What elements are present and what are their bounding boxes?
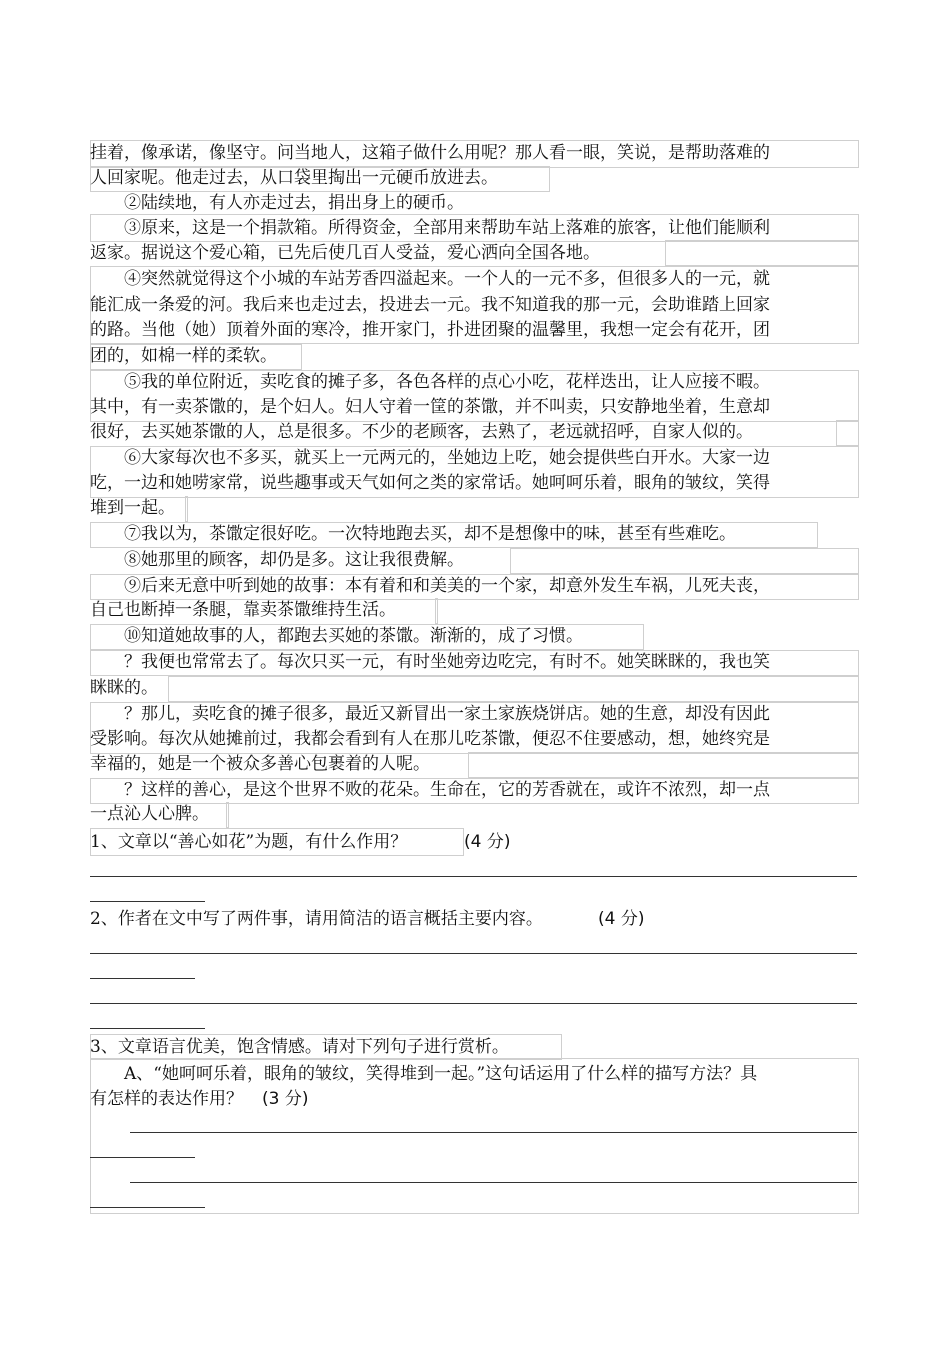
scan-box bbox=[168, 676, 859, 702]
passage-line: ？我便也常常去了。每次只买一元，有时坐她旁边吃完，有时不。她笑眯眯的，我也笑 bbox=[124, 652, 770, 672]
answer-line[interactable] bbox=[90, 978, 195, 979]
question-3a-line2: 有怎样的表达作用？ bbox=[90, 1089, 243, 1109]
answer-line[interactable] bbox=[90, 1003, 857, 1004]
passage-line: 堆到一起。 bbox=[90, 498, 175, 518]
scan-box bbox=[185, 496, 188, 522]
answer-line[interactable] bbox=[90, 1207, 205, 1208]
passage-line: 人回家呢。他走过去，从口袋里掏出一元硬币放进去。 bbox=[90, 168, 498, 188]
passage-line: 一点沁人心脾。 bbox=[90, 804, 209, 824]
question-3: 3、文章语言优美，饱含情感。请对下列句子进行赏析。 bbox=[90, 1037, 509, 1057]
passage-line: ⑤我的单位附近，卖吃食的摊子多，各色各样的点心小吃，花样迭出，让人应接不暇。 bbox=[124, 372, 770, 392]
passage-line: 其中，有一卖茶馓的，是个妇人。妇人守着一筐的茶馓，并不叫卖，只安静地坐着，生意却 bbox=[90, 397, 770, 417]
passage-line: 受影响。每次从她摊前过，我都会看到有人在那儿吃茶馓，便忍不住要感动，想，她终究是 bbox=[90, 729, 770, 749]
passage-line: ⑥大家每次也不多买，就买上一元两元的，坐她边上吃，她会提供些白开水。大家一边 bbox=[124, 448, 770, 468]
passage-line: ？这样的善心，是这个世界不败的花朵。生命在，它的芳香就在，或许不浓烈，却一点 bbox=[124, 780, 770, 800]
passage-line: 能汇成一条爱的河。我后来也走过去，投进去一元。我不知道我的那一元，会助谁踏上回家 bbox=[90, 295, 770, 315]
passage-line: ③原来，这是一个捐款箱。所得资金，全部用来帮助车站上落难的旅客，让他们能顺利 bbox=[124, 218, 770, 238]
passage-line: 眯眯的。 bbox=[90, 678, 158, 698]
answer-line[interactable] bbox=[130, 1132, 857, 1133]
passage-line: 挂着，像承诺，像坚守。问当地人，这箱子做什么用呢？那人看一眼，笑说，是帮助落难的 bbox=[90, 143, 770, 163]
answer-line[interactable] bbox=[130, 1182, 857, 1183]
passage-line: ⑨后来无意中听到她的故事：本有着和和美美的一个家，却意外发生车祸，儿死夫丧， bbox=[124, 576, 770, 596]
question-1: 1、文章以“善心如花”为题，有什么作用？ bbox=[90, 832, 408, 852]
scan-box bbox=[836, 420, 859, 446]
scan-box bbox=[510, 548, 859, 574]
passage-line: 的路。当他（她）顶着外面的寒冷，推开家门，扑进团聚的温馨里，我想一定会有花开，团 bbox=[90, 320, 770, 340]
answer-line[interactable] bbox=[90, 1157, 195, 1158]
answer-line[interactable] bbox=[90, 953, 857, 954]
question-2-score: (4 分) bbox=[598, 909, 645, 929]
scan-box bbox=[226, 802, 229, 828]
scan-box bbox=[468, 752, 859, 778]
question-3a-line1: A、“她呵呵乐着，眼角的皱纹，笑得堆到一起。”这句话运用了什么样的描写方法？具 bbox=[124, 1064, 758, 1084]
passage-line: 幸福的，她是一个被众多善心包裹着的人呢。 bbox=[90, 754, 430, 774]
passage-line: 团的，如棉一样的柔软。 bbox=[90, 346, 277, 366]
passage-line: ④突然就觉得这个小城的车站芳香四溢起来。一个人的一元不多，但很多人的一元，就 bbox=[124, 269, 770, 289]
passage-line: ⑦我以为，茶馓定很好吃。一次特地跑去买，却不是想像中的味，甚至有些难吃。 bbox=[124, 524, 736, 544]
question-2: 2、作者在文中写了两件事，请用简洁的语言概括主要内容。 bbox=[90, 909, 543, 929]
passage-line: ⑧她那里的顾客，却仍是多。这让我很费解。 bbox=[124, 550, 464, 570]
passage-line: 返家。据说这个爱心箱，已先后使几百人受益，爱心洒向全国各地。 bbox=[90, 243, 600, 263]
answer-line[interactable] bbox=[90, 876, 857, 877]
passage-line: ？那儿，卖吃食的摊子很多，最近又新冒出一家土家族烧饼店。她的生意，却没有因此 bbox=[124, 704, 770, 724]
passage-line: 自己也断掉一条腿，靠卖茶馓维持生活。 bbox=[90, 600, 396, 620]
answer-line[interactable] bbox=[90, 1028, 205, 1029]
scan-box bbox=[435, 598, 438, 624]
passage-line: 吃，一边和她唠家常，说些趣事或天气如何之类的家常话。她呵呵乐着，眼角的皱纹，笑得 bbox=[90, 473, 770, 493]
scan-box bbox=[665, 240, 859, 266]
passage-line: ⑩知道她故事的人，都跑去买她的茶馓。渐渐的，成了习惯。 bbox=[124, 626, 583, 646]
answer-line[interactable] bbox=[90, 901, 205, 902]
question-1-score: (4 分) bbox=[464, 832, 511, 852]
passage-line: ②陆续地，有人亦走过去，捐出身上的硬币。 bbox=[124, 193, 464, 213]
passage-line: 很好，去买她茶馓的人，总是很多。不少的老顾客，去熟了，老远就招呼，自家人似的。 bbox=[90, 422, 753, 442]
question-3a-score: (3 分) bbox=[262, 1089, 309, 1109]
